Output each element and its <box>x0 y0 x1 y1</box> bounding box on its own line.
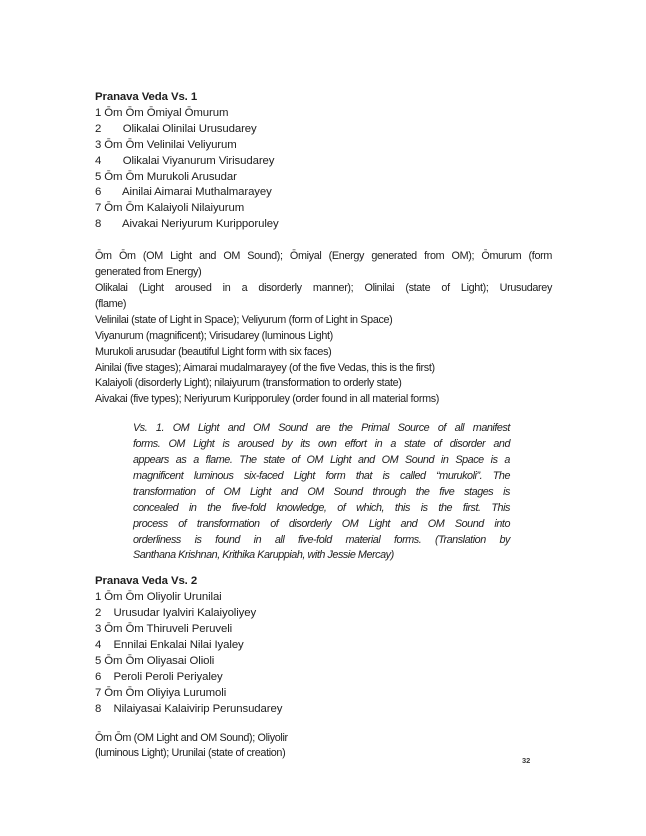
verse-line: 7 Ōm Ōm Kalaiyoli Nilaiyurum <box>95 202 245 215</box>
verse-line: 8 Aivakai Neriyurum Kuripporuley <box>95 218 279 231</box>
verse-line: 6 Peroli Peroli Periyaley <box>95 670 223 683</box>
verse-line: 6 Ainilai Aimarai Muthalmarayey <box>95 186 272 199</box>
translation-line: transformation of OM Light and OM Sound through the five stages is <box>133 485 510 498</box>
verse-line: 5 Ōm Ōm Oliyasai Olioli <box>95 654 215 667</box>
verse-line: 2 Olikalai Olinilai Urusudarey <box>95 122 257 135</box>
verse-line: 4 Ennilai Enkalai Nilai Iyaley <box>95 639 244 651</box>
page-number: 32 <box>522 756 531 765</box>
translation1-block <box>133 421 510 564</box>
definition-line: Velinilai (state of Light in Space); Veliyurum (form of Light in Space) <box>95 313 393 326</box>
section-heading-pranava-veda-vs-1: Pranava Veda Vs. 1 <box>95 91 198 103</box>
translation-line: Santhana Krishnan, Krithika Karuppiah, with Jessie Mercay) <box>133 549 394 562</box>
definition-line: Viyanurum (magnificent); Virisudarey (luminous Light) <box>95 329 333 342</box>
translation-line: orderliness is found in all five-fold material forms. (Translation by <box>133 533 510 546</box>
translation-line: Vs. 1. OM Light and OM Sound are the Primal Source of all manifest <box>133 422 510 435</box>
definition-line: Ōm Ōm (OM Light and OM Sound); Ōmiyal (Energy generated from OM); Ōmurum (form <box>95 250 552 263</box>
verse-line: 5 Ōm Ōm Murukoli Arusudar <box>95 170 237 183</box>
definitions2-block <box>95 731 552 763</box>
verse-line: 1 Ōm Ōm Oliyolir Urunilai <box>95 591 222 604</box>
translation-line: appears as a flame. The state of OM Light and OM Sound in Space is a <box>133 454 510 467</box>
definition-line: Kalaiyoli (disorderly Light); nilaiyurum (transformation to orderly state) <box>95 377 402 390</box>
definition-line: Ōm Ōm (OM Light and OM Sound); Oliyolir <box>95 731 288 744</box>
definition-line: Ainilai (five stages); Aimarai mudalmarayey (of the five Vedas, this is the first) <box>95 361 435 374</box>
definitions1-block <box>95 249 552 408</box>
verse-line: 1 Ōm Ōm Ōmiyal Ōmurum <box>95 106 229 119</box>
verse-line: 8 Nilaiyasai Kalaivirip Perunsudarey <box>95 702 283 715</box>
verse-line: 7 Ōm Ōm Oliyiya Lurumoli <box>95 686 227 699</box>
definition-line: Aivakai (five types); Neriyurum Kuripporuley (order found in all material forms) <box>95 393 440 406</box>
translation-line: magnificent luminous six-faced Light form that is called “murukoli”. The <box>133 469 510 482</box>
verse-line: 3 Ōm Ōm Thiruveli Peruveli <box>95 623 233 636</box>
verse1-lines <box>95 106 552 233</box>
verse-line: 2 Urusudar Iyalviri Kalaiyoliyey <box>95 607 257 620</box>
section-heading-pranava-veda-vs-2: Pranava Veda Vs. 2 <box>95 575 198 588</box>
verse-line: 3 Ōm Ōm Velinilai Veliyurum <box>95 138 237 151</box>
definition-line: Murukoli arusudar (beautiful Light form with six faces) <box>95 345 332 358</box>
translation-line: forms. OM Light is aroused by its own effort in a state of disorder and <box>133 438 510 451</box>
definition-line: (flame) <box>95 297 127 310</box>
verse-line: 4 Olikalai Viyanurum Virisudarey <box>95 154 275 167</box>
translation-line: process of transformation of disorderly OM Light and OM Sound into <box>133 517 510 530</box>
definition-line: Olikalai (Light aroused in a disorderly manner); Olinilai (state of Light); Urusudarey <box>95 281 552 294</box>
document-body <box>95 90 552 762</box>
translation-line: concealed in the five-fold knowledge, of which, this is the first. This <box>133 501 510 514</box>
definition-line: (luminous Light); Urunilai (state of creation) <box>95 747 286 760</box>
verse2-lines <box>95 590 552 717</box>
definition-line: generated from Energy) <box>95 266 202 279</box>
